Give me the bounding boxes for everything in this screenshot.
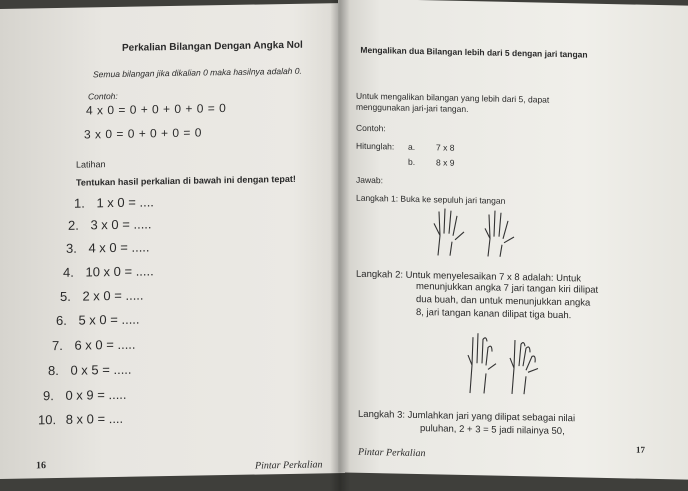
book-gutter bbox=[330, 0, 350, 491]
exercise-expression: 10 x 0 = ..... bbox=[85, 263, 154, 280]
exercise-number: 9. bbox=[43, 388, 54, 404]
right-hand-folded-icon bbox=[510, 340, 538, 395]
exercise-expression: 2 x 0 = ..... bbox=[82, 287, 144, 304]
open-right-hand-icon bbox=[485, 210, 514, 257]
step-1: Langkah 1: Buka ke sepuluh jari tangan bbox=[356, 192, 506, 206]
exercise-expression: 1 x 0 = .... bbox=[96, 194, 154, 211]
exercise-number: 3. bbox=[66, 240, 77, 256]
exercise-item bbox=[60, 288, 144, 304]
exercise-number: 7. bbox=[52, 337, 63, 354]
exercise-expression: 4 x 0 = ..... bbox=[88, 239, 150, 256]
exercise-expression: 0 x 9 = ..... bbox=[65, 386, 127, 403]
exercise-heading: Latihan bbox=[76, 159, 106, 170]
answer-label: Jawab: bbox=[356, 174, 383, 186]
exercise-item bbox=[43, 387, 127, 403]
right-page bbox=[338, 0, 688, 480]
exercise-expression: 8 x 0 = .... bbox=[65, 410, 124, 427]
exercise-number: 4. bbox=[63, 264, 74, 280]
question-a: 7 x 8 bbox=[436, 142, 455, 153]
right-page-title: Mengalikan dua Bilangan lebih dari 5 dengan jari tangan bbox=[360, 44, 588, 60]
exercise-item bbox=[68, 216, 152, 232]
exercise-number: 1. bbox=[74, 195, 85, 211]
exercise-number: 6. bbox=[56, 312, 67, 329]
folded-fingers-illustration bbox=[464, 325, 544, 397]
left-page bbox=[0, 3, 345, 479]
exercise-number: 5. bbox=[60, 288, 71, 304]
left-example-label: Contoh: bbox=[88, 90, 118, 102]
exercise-number: 2. bbox=[68, 217, 79, 233]
right-page-number: 17 bbox=[636, 444, 645, 455]
exercise-item bbox=[52, 337, 136, 353]
exercise-item bbox=[74, 194, 154, 210]
exercise-expression: 6 x 0 = ..... bbox=[74, 336, 136, 353]
question-a-label: a. bbox=[408, 141, 416, 152]
example-equation-1: 4 x 0 = 0 + 0 + 0 + 0 = 0 bbox=[86, 101, 227, 118]
right-page-footer: Pintar Perkalian bbox=[358, 446, 426, 460]
left-page-footer: Pintar Perkalian bbox=[255, 459, 323, 472]
right-intro-line-1: Untuk mengalikan bilangan yang lebih dari 5, dapat bbox=[356, 90, 550, 105]
exercise-number: 10. bbox=[38, 412, 57, 428]
question-b: 8 x 9 bbox=[436, 157, 455, 168]
exercise-item bbox=[66, 239, 150, 255]
exercise-expression: 3 x 0 = ..... bbox=[90, 216, 152, 233]
step-2-line-1: Langkah 2: Untuk menyelesaikan 7 x 8 adalah: Untuk bbox=[356, 268, 581, 285]
exercise-number: 8. bbox=[48, 362, 59, 379]
exercise-item bbox=[63, 263, 154, 280]
step-2-line-3: dua buah, dan untuk menunjukkan angka bbox=[416, 293, 591, 309]
step-2-line-4: 8, jari tangan kanan dilipat tiga buah. bbox=[416, 306, 572, 322]
step-3-line-1: Langkah 3: Jumlahkan jari yang dilipat sebagai nilai bbox=[358, 408, 576, 425]
open-hands-illustration bbox=[430, 205, 520, 259]
left-page-number: 16 bbox=[36, 460, 46, 472]
exercise-item bbox=[48, 362, 132, 378]
example-equation-2: 3 x 0 = 0 + 0 + 0 = 0 bbox=[84, 125, 202, 142]
question-b-label: b. bbox=[408, 156, 416, 167]
open-left-hand-icon bbox=[434, 208, 464, 256]
exercise-expression: 5 x 0 = ..... bbox=[78, 311, 140, 328]
right-example-label: Contoh: bbox=[356, 122, 386, 134]
exercise-item bbox=[56, 312, 140, 328]
right-intro-line-2: menggunakan jari-jari tangan. bbox=[356, 101, 469, 115]
step-2-line-2: menunjukkan angka 7 jari tangan kiri dilipat bbox=[416, 280, 599, 296]
left-hand-folded-icon bbox=[468, 333, 496, 394]
left-page-intro: Semua bilangan jika dikalian 0 maka hasilnya adalah 0. bbox=[93, 65, 302, 80]
question-label: Hitunglah: bbox=[356, 140, 395, 152]
exercise-item bbox=[38, 411, 123, 427]
exercise-instruction: Tentukan hasil perkalian di bawah ini dengan tepat! bbox=[76, 173, 296, 188]
exercise-expression: 0 x 5 = ..... bbox=[70, 361, 132, 378]
left-page-title: Perkalian Bilangan Dengan Angka Nol bbox=[122, 39, 303, 54]
step-3-line-2: puluhan, 2 + 3 = 5 jadi nilainya 50, bbox=[420, 423, 565, 438]
